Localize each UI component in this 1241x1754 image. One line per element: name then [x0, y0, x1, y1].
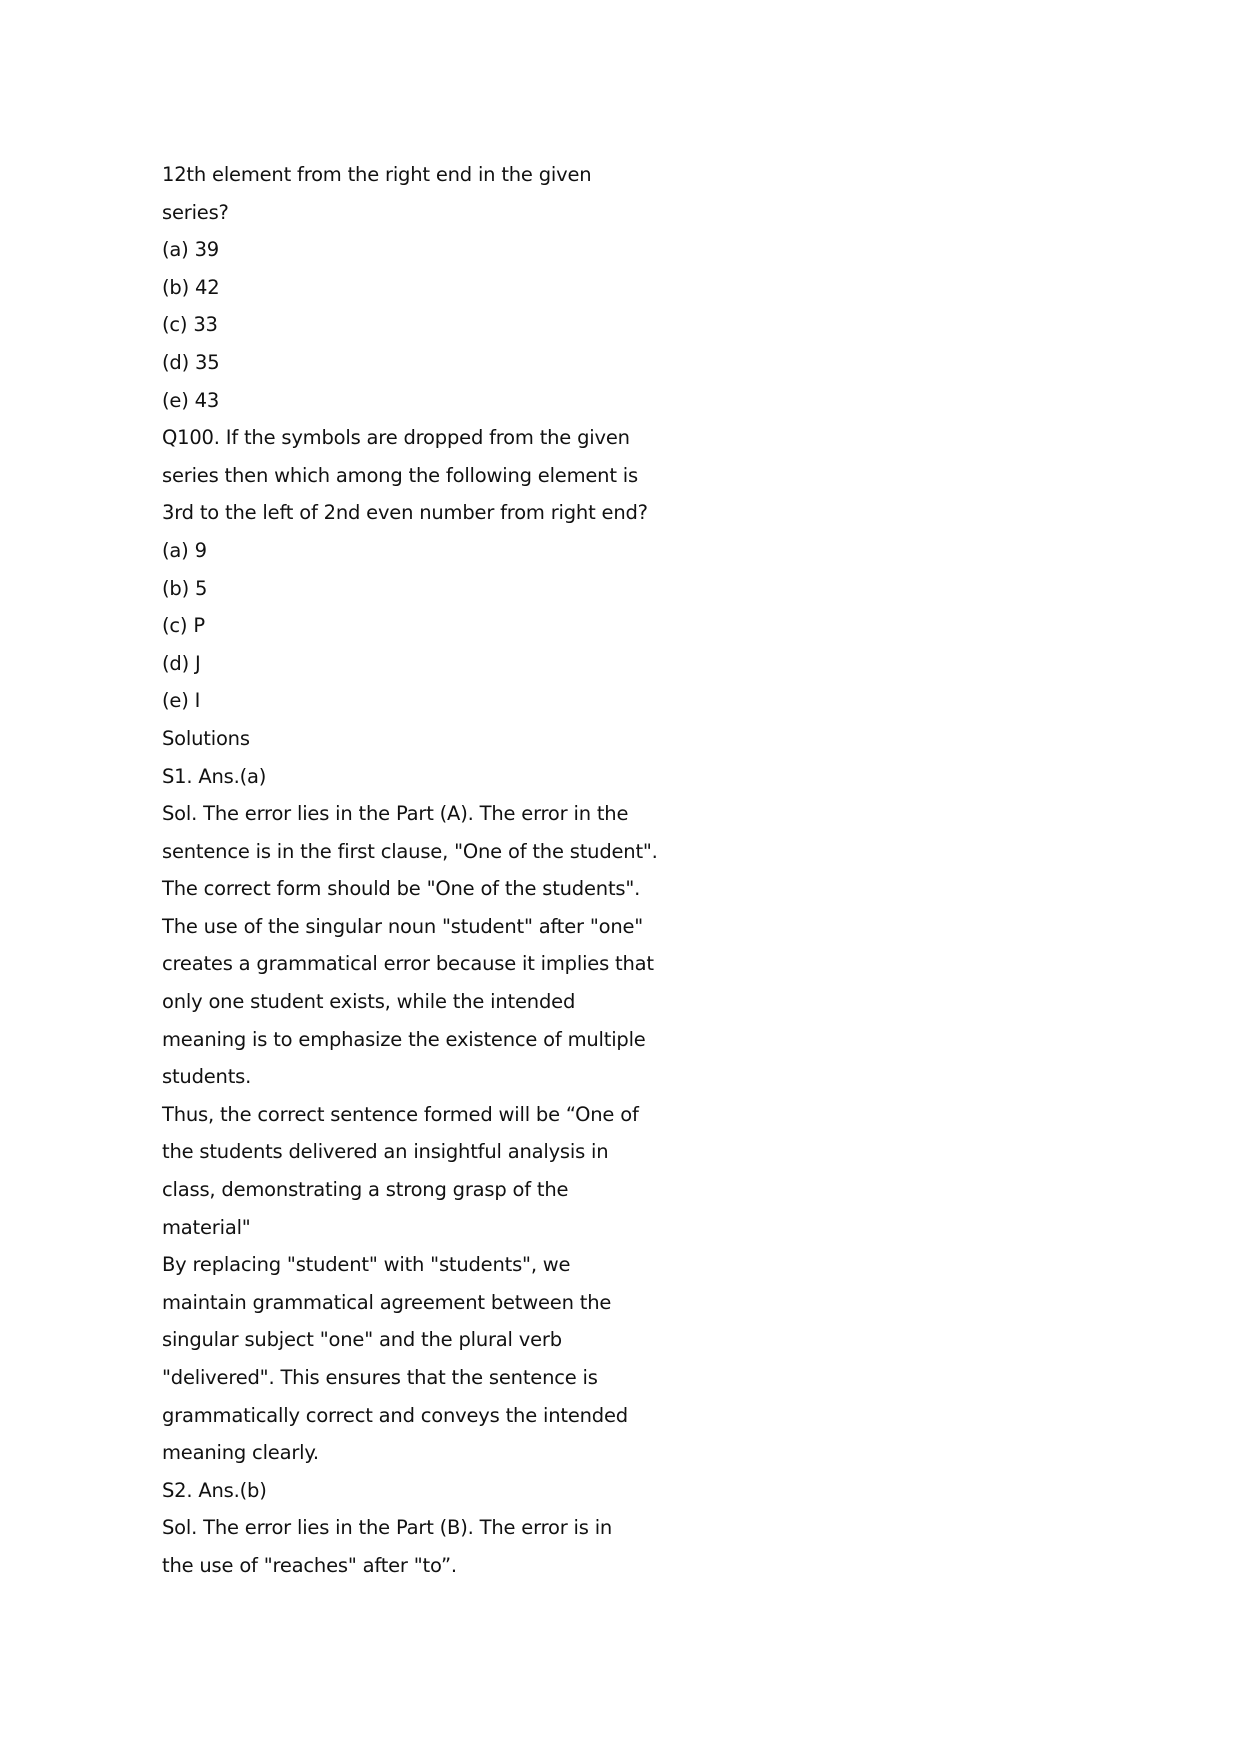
document-page — [162, 156, 682, 1585]
solution-answer: S1. Ans.(a) — [162, 764, 267, 788]
option-e: (e) I — [162, 689, 201, 713]
solution-2 — [162, 1472, 682, 1585]
question-100 — [162, 419, 682, 720]
solution-text-line: Sol. The error lies in the Part (A). The error in the — [162, 802, 629, 826]
solution-answer: S2. Ans.(b) — [162, 1478, 267, 1502]
solution-text-line: meaning is to emphasize the existence of multiple — [162, 1027, 646, 1051]
question-text-line: 3rd to the left of 2nd even number from right end? — [162, 501, 648, 525]
solutions-heading: Solutions — [162, 726, 250, 750]
option-a: (a) 39 — [162, 238, 219, 262]
solution-text-line: only one student exists, while the intended — [162, 990, 576, 1014]
option-b: (b) 5 — [162, 576, 208, 600]
reasoning-line: meaning clearly. — [162, 1441, 319, 1465]
solution-text-line: The correct form should be "One of the students". — [162, 877, 641, 901]
question-99-continuation — [162, 156, 682, 419]
reasoning-line: maintain grammatical agreement between the — [162, 1290, 612, 1314]
correct-sentence-line: the students delivered an insightful analysis in — [162, 1140, 609, 1164]
solution-text-line: creates a grammatical error because it implies that — [162, 952, 654, 976]
option-b: (b) 42 — [162, 275, 220, 299]
reasoning-line: "delivered". This ensures that the sentence is — [162, 1366, 598, 1389]
reasoning-line: By replacing "student" with "students", we — [162, 1253, 571, 1277]
solution-text-line: sentence is in the first clause, "One of the student". — [162, 839, 658, 863]
solution-text-line: the use of "reaches" after "to”. — [162, 1553, 457, 1577]
solution-1 — [162, 758, 682, 1472]
option-d: (d) J — [162, 651, 201, 675]
question-text-line: Q100. If the symbols are dropped from the given — [162, 426, 630, 450]
correct-sentence-line: class, demonstrating a strong grasp of the — [162, 1178, 569, 1202]
option-e: (e) 43 — [162, 388, 220, 412]
option-d: (d) 35 — [162, 350, 220, 374]
question-text-line: series then which among the following element is — [162, 463, 638, 487]
solution-text-line: The use of the singular noun "student" after "one" — [162, 914, 644, 938]
reasoning-line: grammatically correct and conveys the intended — [162, 1403, 628, 1427]
option-c: (c) P — [162, 614, 205, 638]
correct-sentence-line: Thus, the correct sentence formed will be “One of — [162, 1102, 639, 1126]
option-a: (a) 9 — [162, 538, 207, 562]
solution-text-line: Sol. The error lies in the Part (B). The error is in — [162, 1516, 613, 1540]
correct-sentence-line: material" — [162, 1215, 251, 1239]
question-text-line: 12th element from the right end in the given — [162, 163, 592, 186]
question-text-line: series? — [162, 200, 229, 224]
reasoning-line: singular subject "one" and the plural verb — [162, 1328, 562, 1352]
solution-text-line: students. — [162, 1065, 252, 1089]
option-c: (c) 33 — [162, 313, 218, 337]
